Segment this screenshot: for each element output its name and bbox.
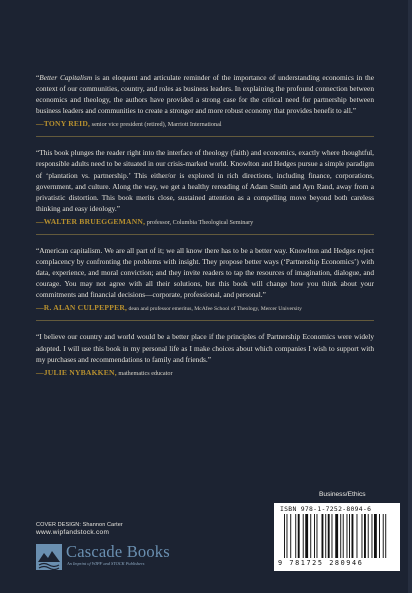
divider	[36, 234, 374, 235]
endorser-role: professor, Columbia Theological Seminary	[145, 218, 254, 226]
endorser-role: dean and professor emeritus, McAfee School of Theology, Mercer University	[127, 306, 302, 313]
open-quote-mark: “	[36, 73, 40, 82]
endorser-name: —JULIE NYBAKKEN,	[36, 367, 117, 377]
endorsement-attribution	[36, 303, 374, 312]
isbn-label: ISBN 978-1-7252-8094-6	[280, 505, 372, 513]
book-title-italic: Better Capitalism	[39, 73, 93, 82]
divider	[36, 320, 374, 321]
publisher-logo	[36, 544, 186, 574]
endorsement-attribution	[36, 119, 374, 128]
publisher-name: Cascade Books	[66, 542, 170, 561]
category-label: Business/Ethics	[319, 491, 366, 498]
barcode-number: 9 781725 280946	[278, 559, 364, 567]
cover-design-credit: COVER DESIGN: Shannon Carter	[36, 522, 123, 528]
endorser-role: senior vice president (retired), Marriott International	[90, 121, 222, 129]
divider	[36, 136, 374, 137]
barcode-bars	[284, 514, 388, 558]
endorser-name: —R. ALAN CULPEPPER,	[36, 303, 128, 313]
endorsement-quote: “I believe our country and world would be a better place if the principles of Partnership Economics were widely adopted. I will use this book in my personal life as I make choices about which companies I wish to support with my purchases and recommendations to family and friends.”	[36, 332, 374, 364]
publisher-imprint: An Imprint of WIPF and STOCK Publishers	[67, 561, 145, 566]
endorsement-quote: “American capitalism. We are all part of it; we all know there has to be a better way. Knowlton and Hedges reject complacency by confronting the problems with insight. They propose better ways (‘Partnership Economics’) with data, experience, and moral conviction; and they invite readers to tap the resources of imagination, dialogue, and courage. You may not agree with all their solutions, but this book will change how you think about your commitments and financial decisions—corporate, professional, and personal.”	[36, 245, 374, 300]
publisher-url: www.wipfandstock.com	[36, 529, 110, 536]
endorsement-quote: “This book plunges the reader right into the interface of theology (faith) and economics, exactly where thoughtful, responsible adults need to be situated in our crisis-marked world. Knowlton and Hedges pursue a simple paradigm of ‘plantation vs. partnership.’ This either/or is explored in rich directions, including finance, corporations, government, and culture. Along the way, we get a healthy rereading of Adam Smith and Ayn Rand, away from a privatistic distortion. This book merits close, sustained attention as a compelling move beyond both careless thinking and easy ideology.”	[36, 148, 374, 213]
endorsement-attribution	[36, 368, 374, 377]
endorsements	[36, 72, 374, 377]
cascade-books-logo-icon	[36, 544, 62, 570]
endorsement-attribution	[36, 217, 374, 226]
endorser-role: mathematics educator	[116, 369, 173, 377]
endorser-name: —TONY REID,	[36, 119, 91, 129]
spine-edge	[408, 0, 412, 593]
endorser-name: —WALTER BRUEGGEMANN,	[36, 216, 146, 226]
endorsement-quote	[36, 72, 374, 116]
endorsement-quote-text: is an eloquent and articulate reminder of the importance of understanding economics in the context of our communities, country, and roles as business leaders. In explaining the profound connection between economics and theology, the authors have provided a strong case for the critical need for partnership between business leaders and communities to create a stronger and more robust economy that provides benefit to all.”	[36, 73, 374, 116]
barcode	[274, 503, 400, 571]
credits	[36, 522, 123, 536]
